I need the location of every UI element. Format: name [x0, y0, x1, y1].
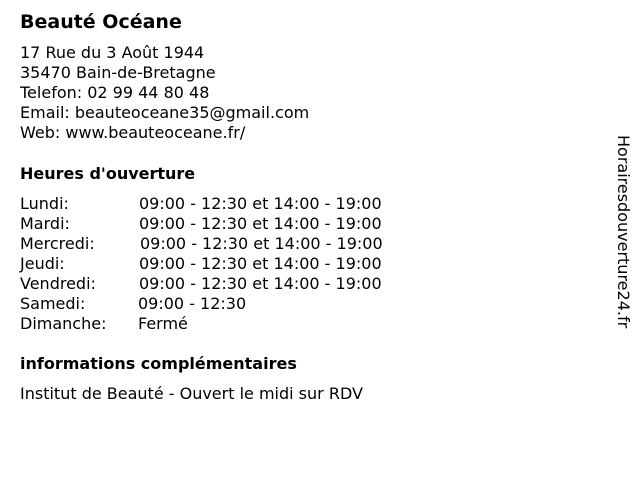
hours-heading: Heures d'ouverture — [20, 164, 196, 183]
day-label: Mercredi: — [20, 234, 95, 253]
time-value: 09:00 - 12:30 et 14:00 - 19:00 — [139, 214, 382, 233]
time-value: 09:00 - 12:30 et 14:00 - 19:00 — [139, 194, 382, 213]
address-city: 35470 Bain-de-Bretagne — [20, 63, 216, 82]
time-value: 09:00 - 12:30 et 14:00 - 19:00 — [139, 254, 382, 273]
time-value: 09:00 - 12:30 — [138, 294, 247, 313]
business-name: Beauté Océane — [20, 11, 182, 33]
info-text: Institut de Beauté - Ouvert le midi sur RDV — [20, 384, 363, 403]
time-value: 09:00 - 12:30 et 14:00 - 19:00 — [140, 234, 383, 253]
day-label: Mardi: — [20, 214, 70, 233]
day-label: Jeudi: — [20, 254, 65, 273]
phone-line: Telefon: 02 99 44 80 48 — [20, 83, 210, 102]
day-label: Samedi: — [20, 294, 86, 313]
day-label: Dimanche: — [20, 314, 107, 333]
day-label: Vendredi: — [20, 274, 96, 293]
contact-block — [20, 43, 309, 143]
time-value: Fermé — [138, 314, 188, 333]
info-heading: informations complémentaires — [20, 354, 297, 373]
side-brand-label: Horairesdouverture24.fr — [614, 135, 633, 329]
day-label: Lundi: — [20, 194, 69, 213]
time-value: 09:00 - 12:30 et 14:00 - 19:00 — [139, 274, 382, 293]
address-street: 17 Rue du 3 Août 1944 — [20, 43, 205, 62]
web-line: Web: www.beauteoceane.fr/ — [20, 123, 246, 142]
email-line: Email: beauteoceane35@gmail.com — [20, 103, 310, 122]
